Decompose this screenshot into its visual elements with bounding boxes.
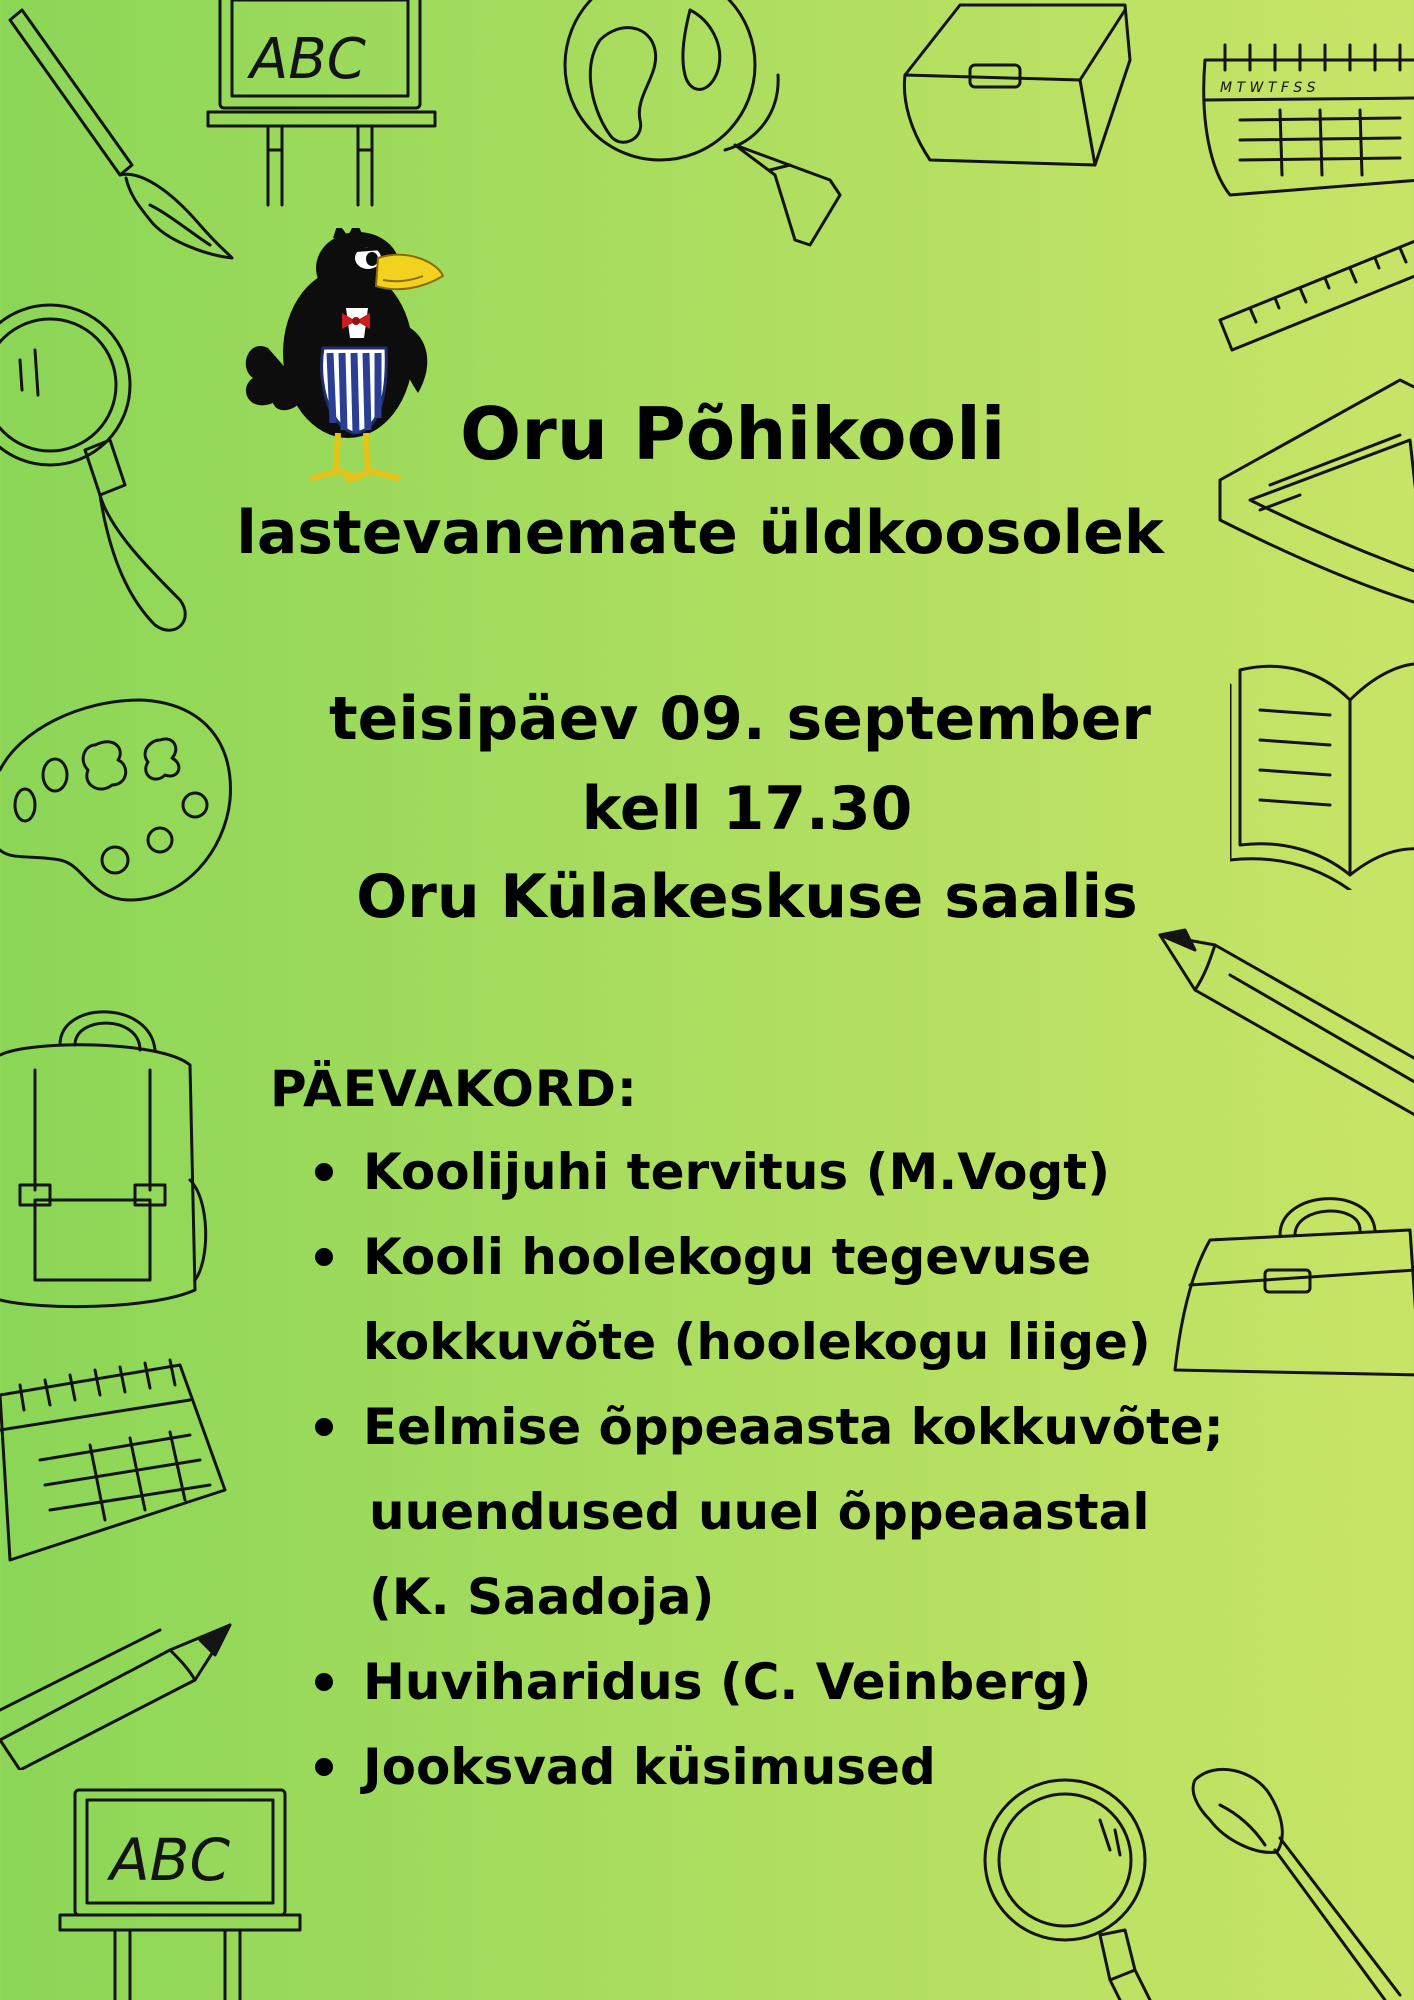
- agenda-item-text: Koolijuhi tervitus (M.Vogt): [363, 1143, 1111, 1201]
- bullet-icon: [315, 1758, 333, 1776]
- agenda-item: [270, 1130, 1224, 1215]
- agenda-item-text: Kooli hoolekogu tegevuse: [363, 1228, 1092, 1286]
- agenda-list: [270, 1130, 1224, 1810]
- bullet-icon: [315, 1418, 333, 1436]
- agenda-item: [270, 1215, 1224, 1385]
- agenda-item-text: kokkuvõte (hoolekogu liige): [363, 1313, 1151, 1371]
- agenda-item-text: Huviharidus (C. Veinberg): [363, 1653, 1092, 1711]
- agenda: [270, 1060, 1224, 1810]
- agenda-item: [270, 1725, 1224, 1810]
- agenda-item-text: Jooksvad küsimused: [363, 1738, 936, 1796]
- agenda-item: [270, 1385, 1224, 1640]
- agenda-item: [270, 1640, 1224, 1725]
- event-venue: Oru Külakeskuse saalis: [356, 862, 1138, 932]
- event-date: teisipäev 09. september: [328, 684, 1151, 754]
- agenda-item-text: (K. Saadoja): [369, 1568, 715, 1626]
- page-title: Oru Põhikooli: [460, 392, 1006, 476]
- svg-text:ABC: ABC: [250, 27, 366, 92]
- bullet-icon: [315, 1673, 333, 1691]
- agenda-heading: PÄEVAKORD:: [270, 1060, 638, 1118]
- agenda-item-text: Eelmise õppeaasta kokkuvõte;: [363, 1398, 1224, 1456]
- page-subtitle: lastevanemate üldkoosolek: [236, 498, 1164, 568]
- chalkboard-text: ABC: [110, 1826, 230, 1894]
- bullet-icon: [315, 1248, 333, 1266]
- bullet-icon: [315, 1163, 333, 1181]
- calendar-days: M T W T F S S: [1220, 80, 1316, 96]
- crow-mascot: [238, 228, 483, 498]
- agenda-item-text: uuendused uuel õppeaastal: [369, 1483, 1150, 1541]
- event-time: kell 17.30: [581, 774, 913, 844]
